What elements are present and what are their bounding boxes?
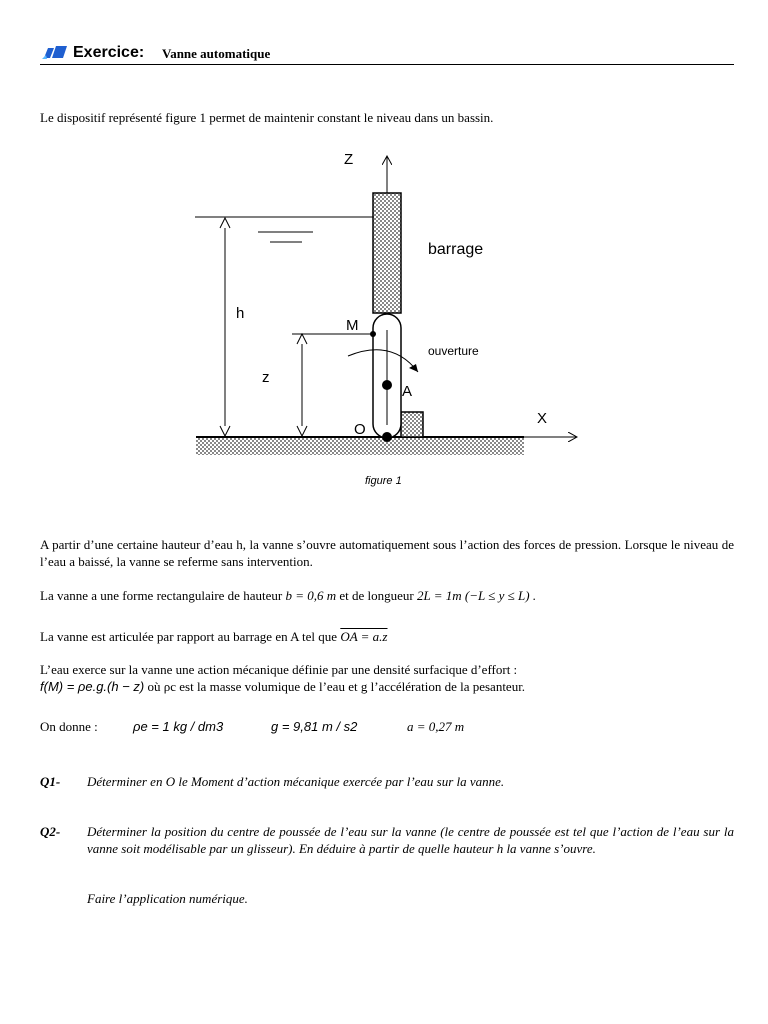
given-a: a = 0,27 m [407,719,465,734]
m-label: M [346,317,359,334]
ouverture-label: ouverture [428,344,479,358]
pressure-eq: f(M) = ρe.g.(h − z) [40,679,145,694]
gate-height-eq: b = 0,6 m [285,588,337,603]
barrage-label: barrage [428,241,484,258]
exercise-word: Exercice: [73,44,145,61]
pencil-logo-icon [42,45,68,59]
exercise-header [40,42,734,65]
hinge-text: La vanne est articulée par rapport au barrage en A tel que [40,629,338,644]
question-1-text: Déterminer en O le Moment d’action mécanique exercée par l’eau sur la vanne. [87,774,505,789]
question-2-extra: Faire l’application numérique. [87,891,248,906]
figure-caption: figure 1 [365,475,402,487]
h-label: h [236,305,245,322]
pressure-rest: où ρc est la masse volumique de l’eau et g l’accélération de la pesanteur. [147,679,526,694]
gate-length-text: et de longueur [339,588,414,603]
exercise-title: Vanne automatique [162,46,271,61]
z-label: z [262,369,270,386]
a-label: A [402,383,413,400]
question-1 [40,773,734,791]
z-axis-label: Z [344,151,354,168]
x-axis-label: X [537,410,548,427]
figure-1 [180,140,600,500]
paragraph-opening-condition: A partir d’une certaine hauteur d’eau h, la vanne s’ouvre automatiquement sous l’action des forces de pression. Lorsque le niveau de l’eau a baissé, la vanne se referme sans intervention. [40,537,734,569]
point-a [382,380,392,390]
oa-vector-eq: OA = a.z [340,629,388,644]
paragraph-hinge [40,628,734,645]
gate-length-eq: 2L = 1m (−L ≤ y ≤ L) . [416,588,537,603]
given-rho: ρe = 1 kg / dm3 [133,719,224,734]
dam-block [373,193,401,313]
given-lead: On donne : [40,719,98,734]
gate-shape-text: La vanne a une forme rectangulaire de hauteur [40,588,283,603]
question-2 [40,823,734,913]
ground-hatch [196,437,524,455]
question-2-label: Q2- [40,824,61,839]
paragraph-gate-dimensions [40,587,734,604]
paragraph-pressure [40,661,734,695]
point-o [382,432,392,442]
stop-block [401,412,423,437]
o-label: O [354,421,366,438]
intro-text: Le dispositif représenté figure 1 permet de maintenir constant le niveau dans un bassin. [40,110,494,125]
pressure-text: L’eau exerce sur la vanne une action mécanique définie par une densité surfacique d’effort : [40,662,518,677]
given-values [40,719,734,737]
point-m [370,331,376,337]
question-2-text: Déterminer la position du centre de poussée de l’eau sur la vanne (le centre de poussée est tel que l’action de l’eau sur la vanne soit modélisable par un glisseur). En déduire à partir de quelle hauteur h la vanne s’ouvre. [87,824,734,856]
question-1-label: Q1- [40,774,61,789]
given-g: g = 9,81 m / s2 [271,719,358,734]
